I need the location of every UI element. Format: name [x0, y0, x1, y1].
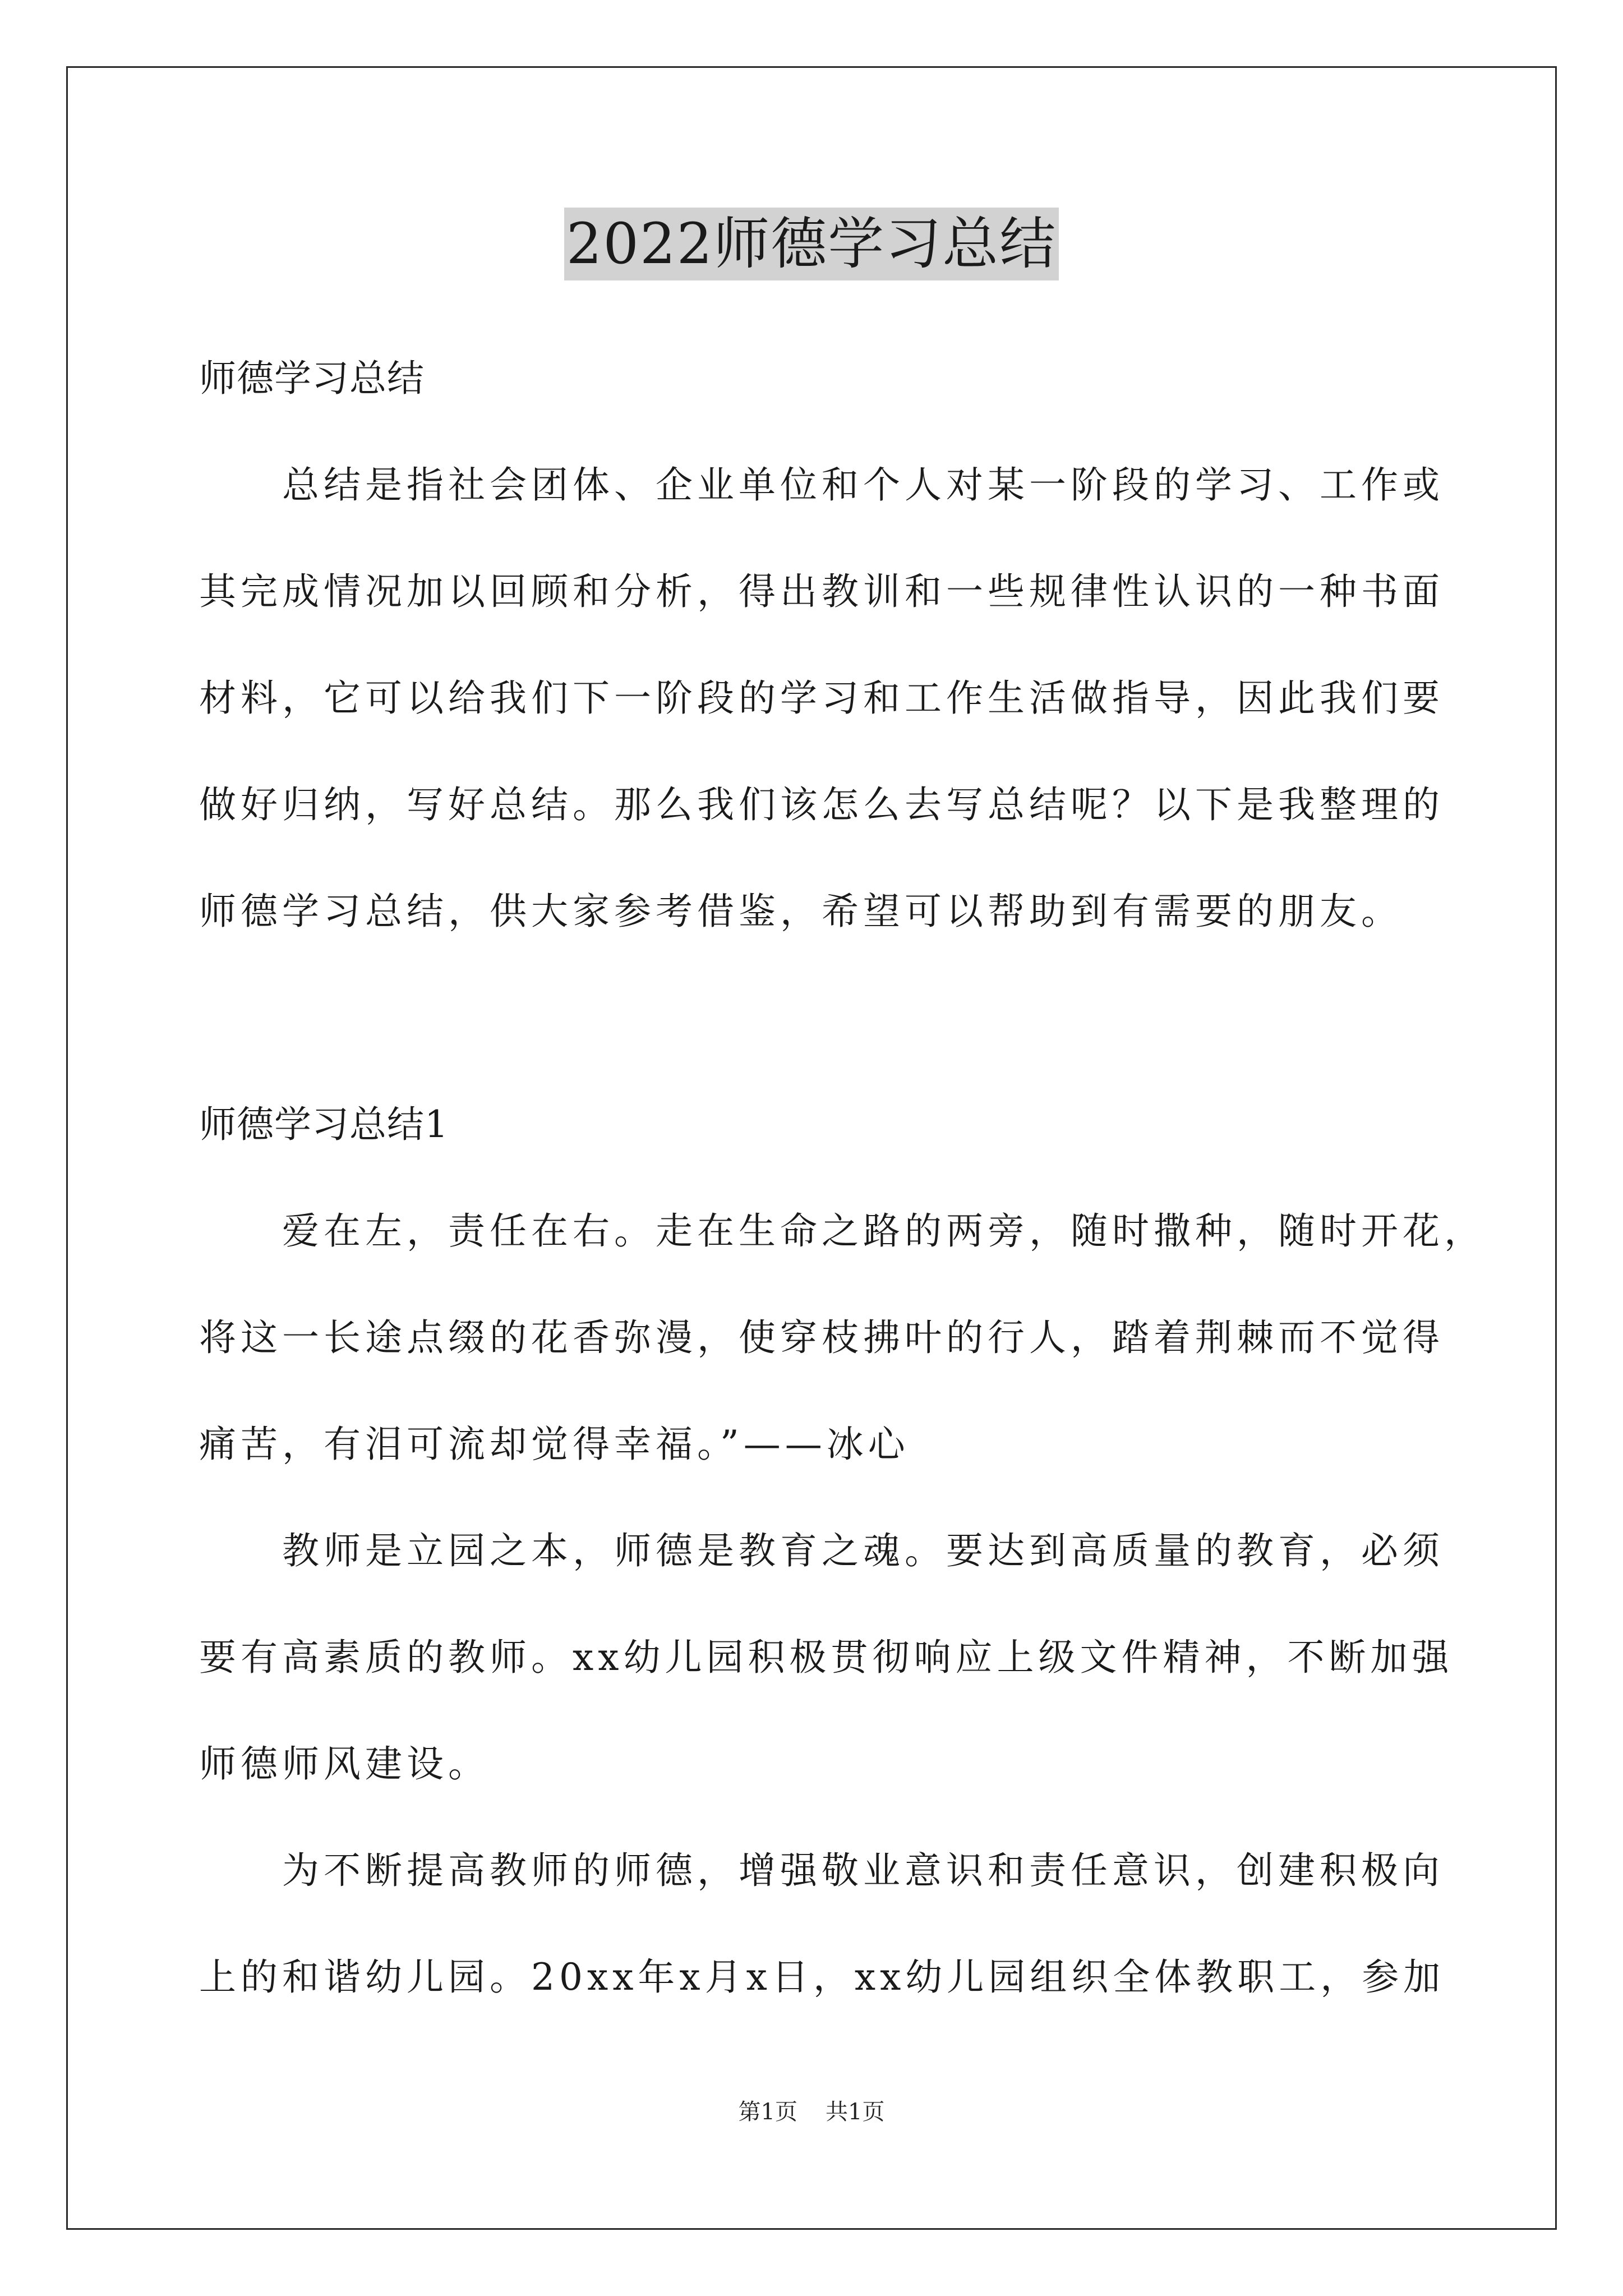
paragraph-line: 为不断提高教师的师德，增强敬业意识和责任意识，创建积极向: [282, 1849, 1444, 1892]
paragraph-line: 要有高素质的教师。xx幼儿园积极贯彻响应上级文件精神，不断加强: [199, 1636, 1454, 1679]
paragraph-line: 痛苦，有泪可流却觉得幸福。”——冰心: [199, 1423, 910, 1466]
blank-line: [199, 990, 1433, 1097]
paragraph-line: 爱在左，责任在右。走在生命之路的两旁，随时撒种，随时开花，: [282, 1209, 1486, 1253]
paragraph-line: 师德师风建设。: [199, 1742, 490, 1786]
paragraph-line: 师德学习总结，供大家参考借鉴，希望可以帮助到有需要的朋友。: [199, 890, 1403, 933]
paragraph-line: 将这一长途点缀的花香弥漫，使穿枝拂叶的行人，踏着荆棘而不觉得: [199, 1316, 1444, 1359]
section-heading: 师德学习总结1: [199, 1103, 449, 1146]
page-total: 共1页: [826, 2099, 885, 2125]
section-heading: 师德学习总结: [199, 357, 425, 400]
paragraph-line: 总结是指社会团体、企业单位和个人对某一阶段的学习、工作或: [282, 463, 1444, 507]
title-container: [0, 208, 1623, 280]
page-footer: [0, 2095, 1623, 2129]
paragraph-line: 上的和谐幼儿园。20xx年x月x日，xx幼儿园组织全体教职工，参加: [199, 1955, 1445, 1999]
paragraph-line: 材料，它可以给我们下一阶段的学习和工作生活做指导，因此我们要: [199, 677, 1444, 720]
paragraph-line: 教师是立园之本，师德是教育之魂。要达到高质量的教育，必须: [282, 1529, 1444, 1572]
page-number: 第1页: [738, 2099, 797, 2125]
paragraph-line: 做好归纳，写好总结。那么我们该怎么去写总结呢？以下是我整理的: [199, 783, 1444, 826]
document-title: 2022师德学习总结: [564, 208, 1059, 280]
document-body: [199, 351, 1486, 2056]
paragraph-line: 其完成情况加以回顾和分析，得出教训和一些规律性认识的一种书面: [199, 570, 1444, 613]
